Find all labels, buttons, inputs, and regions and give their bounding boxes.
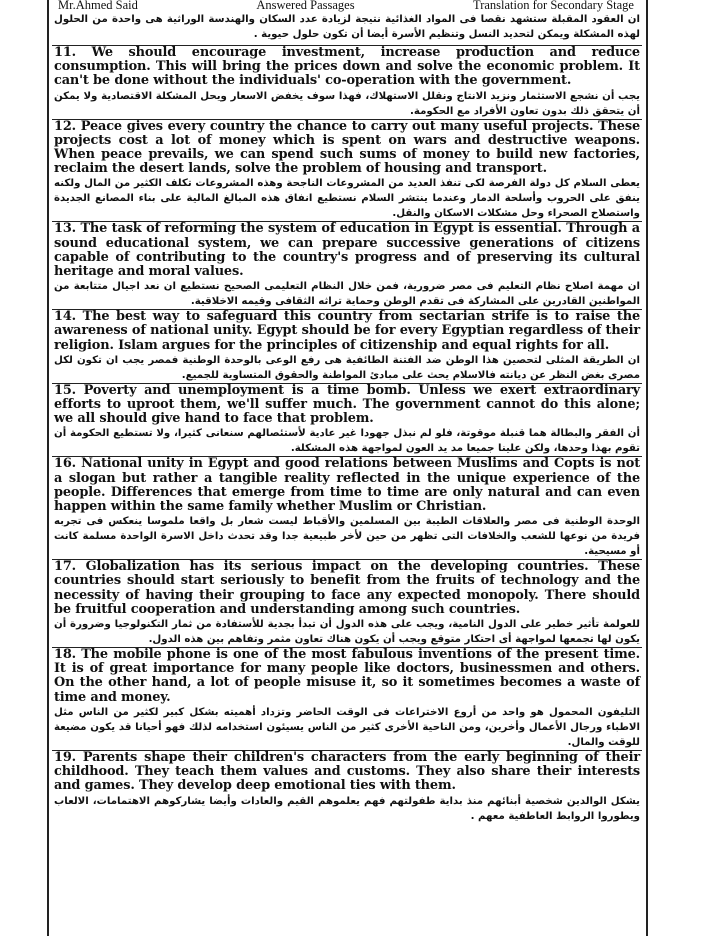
passage-12 <box>52 119 642 222</box>
passage-english: 11. We should encourage investment, increase production and reduce consumption. This will bring the prices down and solve the economic problem. It can't be done without the individuals' co-operation with the government. <box>54 45 640 89</box>
section-title: Answered Passages <box>256 0 355 12</box>
passage-arabic: ان الطريقة المثلى لتحصين هذا الوطن ضد الفتنة الطائفية هى رفع الوعى بالوحدة الوطنية فمصر يجب ان تكون لكل مصرى بغض النظر عن ديانته فالاسلام يحث على مبادئ المواطنة والحقوق المتساوية للجميع. <box>54 354 640 381</box>
passage-13 <box>52 221 642 309</box>
passage-17 <box>52 559 642 647</box>
passage-arabic: يشكل الوالدين شخصية أبنائهم منذ بداية طفولتهم فهم يعلموهم القيم والعادات وأيضا يشاركوهم الاهتمامات، الالعاب ويطوروا الروابط العاطفية معهم . <box>54 795 640 822</box>
passage-11 <box>52 45 642 119</box>
subject-title: Translation for Secondary Stage <box>473 0 634 12</box>
passage-english: 18. The mobile phone is one of the most fabulous inventions of the present time. It is of great importance for many people like doctors, businessmen and others. On the other hand, a lot of people misuse it, so it sometimes becomes a waste of time and money. <box>54 647 640 705</box>
intro-arabic-text: ان العقود المقبلة ستشهد نقصا فى المواد الغذائية نتيجة لزيادة عدد السكان والهندسة الوراثية هى واحدة من الحلول لهذه المشكلة ويمكن لتحديد النسل وتنظيم الأسرة أيضا أن تكون حلول حيوية . <box>54 14 640 40</box>
passage-arabic: ان مهمة اصلاح نظام التعليم فى مصر ضرورية، فمن خلال النظام التعليمى الصحيح نستطيع ان نعد اجيال متتابعة من المواطنين القادرين على المشاركة فى تقدم الوطن وحماية تراثه الثقافى وقيمه الاخلاقية. <box>54 281 640 308</box>
passage-english: 17. Globalization has its serious impact on the developing countries. These countries should start seriously to benefit from the fruits of technology and the necessity of having their grouping to face any expected monopoly. There should be fruitful cooperation and understanding among such countries. <box>54 559 640 617</box>
left-border <box>47 0 49 936</box>
page-header <box>52 0 642 12</box>
passage-english: 12. Peace gives every country the chance to carry out many useful projects. These projects cost a lot of money which is spent on wars and destructive weapons. When peace prevails, we can spend such sums of money to build new factories, reclaim the desert lands, solve the problem of housing and transport. <box>54 118 640 177</box>
passage-english: 19. Parents shape their children's characters from the early beginning of their childhood. They teach them values and customs. They also share their interests and games. They develop deep emotional ties with them. <box>54 749 640 794</box>
passage-16 <box>52 456 642 559</box>
right-border <box>646 0 648 936</box>
passage-14 <box>52 309 642 383</box>
passage-english: 16. National unity in Egypt and good relations between Muslims and Copts is not a slogan but rather a tangible reality reflected in the unique experience of the people. Differences that emerge from time to time are only natural and can even happen within the same family whether Muslim or Christian. <box>54 456 640 515</box>
passage-19 <box>52 750 642 824</box>
passage-arabic: التليفون المحمول هو واحد من أروع الاختراعات فى الوقت الحاضر وتزداد أهميته بشكل كبير لكثير من الناس مثل الاطباء ورجال الأعمال وأخرين، ومن الناحية الأخرى كثير من الناس يسيئون استخدامه لذلك فهو أحيانا قد يكون مضيعة للوقت والمال. <box>54 706 640 748</box>
passage-arabic: يجب أن نشجع الاستثمار ونزيد الانتاج ونقلل الاستهلاك، فهذا سوف يخفض الاسعار ويحل المشكلة الاقتصادية ولا يمكن أن يتحقق ذلك بدون تعاون الأفراد مع الحكومة. <box>54 90 640 117</box>
passage-15 <box>52 383 642 457</box>
passage-arabic: أن الفقر والبطالة هما قنبلة موقوتة، فلو لم نبذل جهودا غير عادية لأستئصالهم سنعانى كثيرا، ولا تستطيع الحكومة أن تقوم بهذا وحدها، ولكن علينا جميعا مد يد العون لمواجهة هذه المشكلة. <box>54 428 640 455</box>
passage-18 <box>52 647 642 750</box>
passage-arabic: للعولمة تأثير خطير على الدول النامية، ويجب على هذه الدول أن تبدأ بجدية للأستفادة من ثمار التكنولوجيا وضرورة أن يكون لها تجمعها لمواجهة أى احتكار متوقع ويجب أن يكون هناك تعاون مثمر وتفاهم بين هذه الدول. <box>54 619 640 646</box>
passage-arabic: يعطى السلام كل دولة الفرصة لكى تنفذ العديد من المشروعات الناجحة وهذه المشروعات تكلف الكثير من المال ولكنه ينفق على الحروب وأسلحة الدمار وعندما ينتشر السلام نستطيع انفاق هذه المبالغ المالية على بناء المصانع الجديدة واستصلاح الصحراء وحل مشكلات الاسكان والنقل. <box>54 178 640 220</box>
passage-arabic: الوحدة الوطنية فى مصر والعلاقات الطيبة بين المسلمين والأقباط ليست شعار بل واقعا ملموسا ينعكس فى تجربه فريدة من نوعها للشعب والخلافات التى تظهر من حين لأخر طبيعية جدا وقد تحدث داخل الاسرة الواحدة مسلمة كانت أو مسيحية. <box>54 516 640 558</box>
passage-english: 14. The best way to safeguard this country from sectarian strife is to raise the awareness of national unity. Egypt should be for every Egyptian regardless of their religion. Islam argues for the principles of citizenship and equal rights for all. <box>54 309 640 353</box>
author-name: Mr.Ahmed Said <box>58 0 138 12</box>
passage-english: 13. The task of reforming the system of education in Egypt is essential. Through a sound educational system, we can prepare successive generations of citizens capable of contributing to the country's progress and of preserving its cultural heritage and moral values. <box>54 221 640 280</box>
passage-english: 15. Poverty and unemployment is a time bomb. Unless we exert extraordinary efforts to uproot them, we'll suffer much. The government cannot do this alone; we all should give hand to face that problem. <box>54 382 640 427</box>
